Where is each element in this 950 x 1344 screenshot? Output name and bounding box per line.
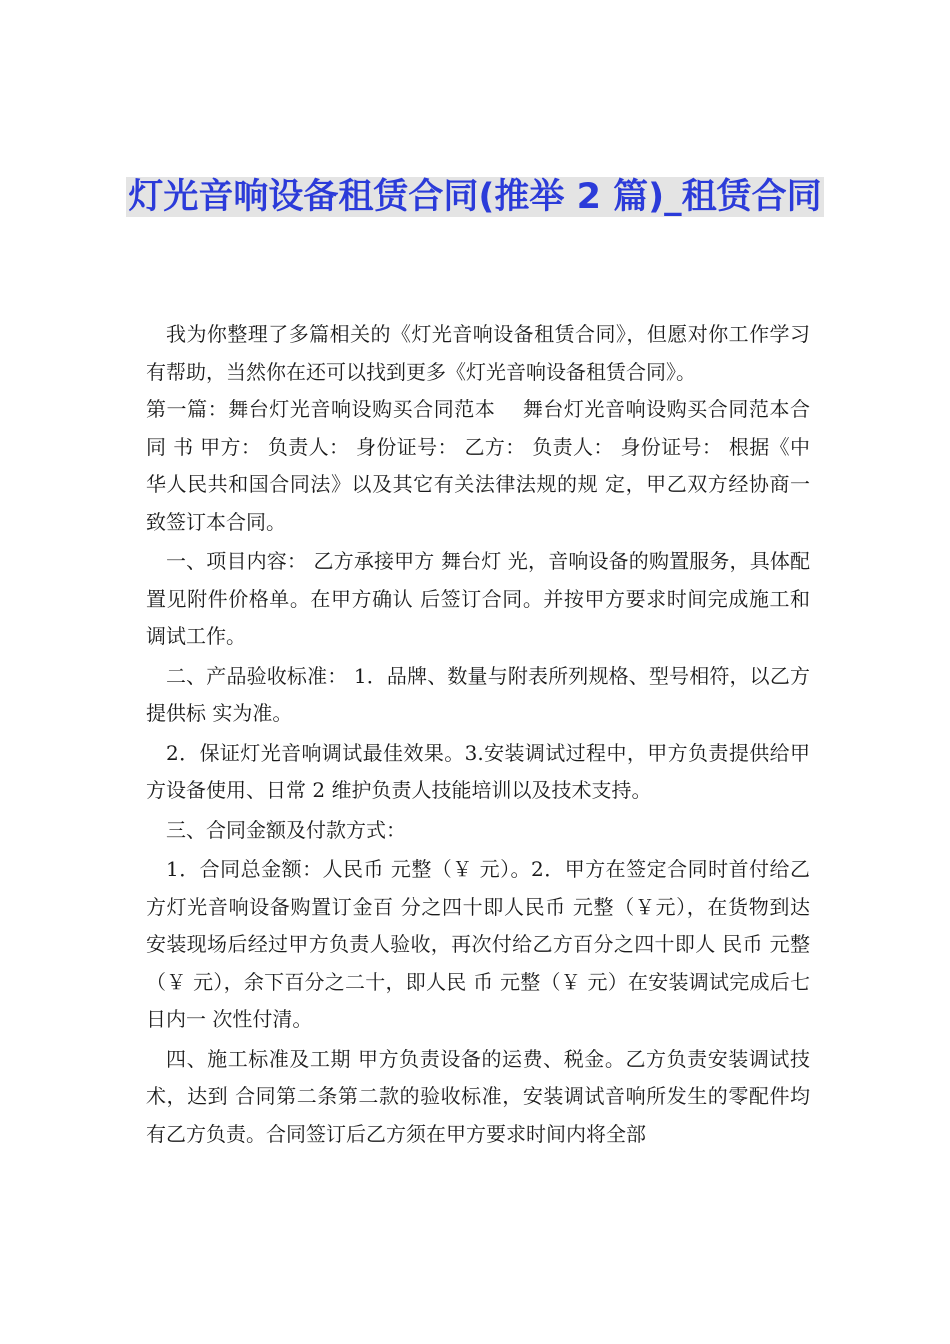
clause-3-paragraph: 三、合同金额及付款方式： [166, 817, 406, 842]
clause-4-paragraph: 四、施工标准及工期 甲方负责设备的运费、税金。乙方负责安装调试技术，达到 合同第二条第二款的验收标准，安装调试音响所发生的零配件均 有乙方负责。合同签订后乙方须在甲方要求时间内将全部 [146, 1046, 810, 1146]
clause-2-paragraph: 二、产品验收标准： 1．品牌、数量与附表所列规格、型号相符，以乙方提供标 实为准。 [146, 663, 810, 725]
title-text: 灯光音响设备租赁合同(推举 2 篇)_租赁合同 [128, 177, 822, 217]
section-heading-paragraph: 第一篇：舞台灯光音响设购买合同范本 舞台灯光音响设购买合同范本合 同 书 甲方： 负责人： 身份证号： 乙方： 负责人： 身份证号： 根据《中华人民共和国合同法》以及其它有关法律法规的规 定，甲乙双方经协商一致签订本合同。 [146, 397, 810, 534]
document-body [146, 316, 810, 1153]
clause-1-paragraph: 一、项目内容： 乙方承接甲方 舞台灯 光，音响设备的购置服务，具体配置见附件价格单。在甲方确认 后签订合同。并按甲方要求时间完成施工和调试工作。 [146, 549, 810, 648]
clause-2-item-paragraph: 2．保证灯光音响调试最佳效果。3.安装调试过程中，甲方负责提供给甲方设备使用、日常 2 维护负责人技能培训以及技术支持。 [146, 740, 810, 802]
intro-paragraph: 我为你整理了多篇相关的《灯光音响设备租赁合同》，但愿对你工作学习有帮助，当然你在还可以找到更多《灯光音响设备租赁合同》。 [146, 322, 810, 384]
clause-3-item-paragraph: 1．合同总金额：人民币 元整（￥ 元）。2．甲方在签定合同时首付给乙方灯光音响设备购置订金百 分之四十即人民币 元整（￥元），在货物到达 安装现场后经过甲方负责人验收，再次付给乙方百分之四十即人 民币 元整（￥ 元），余下百分之二十，即人民 币 元整（￥ 元）在安装调试完成后七日内一 次性付清。 [146, 857, 810, 1031]
document-title [120, 172, 830, 222]
